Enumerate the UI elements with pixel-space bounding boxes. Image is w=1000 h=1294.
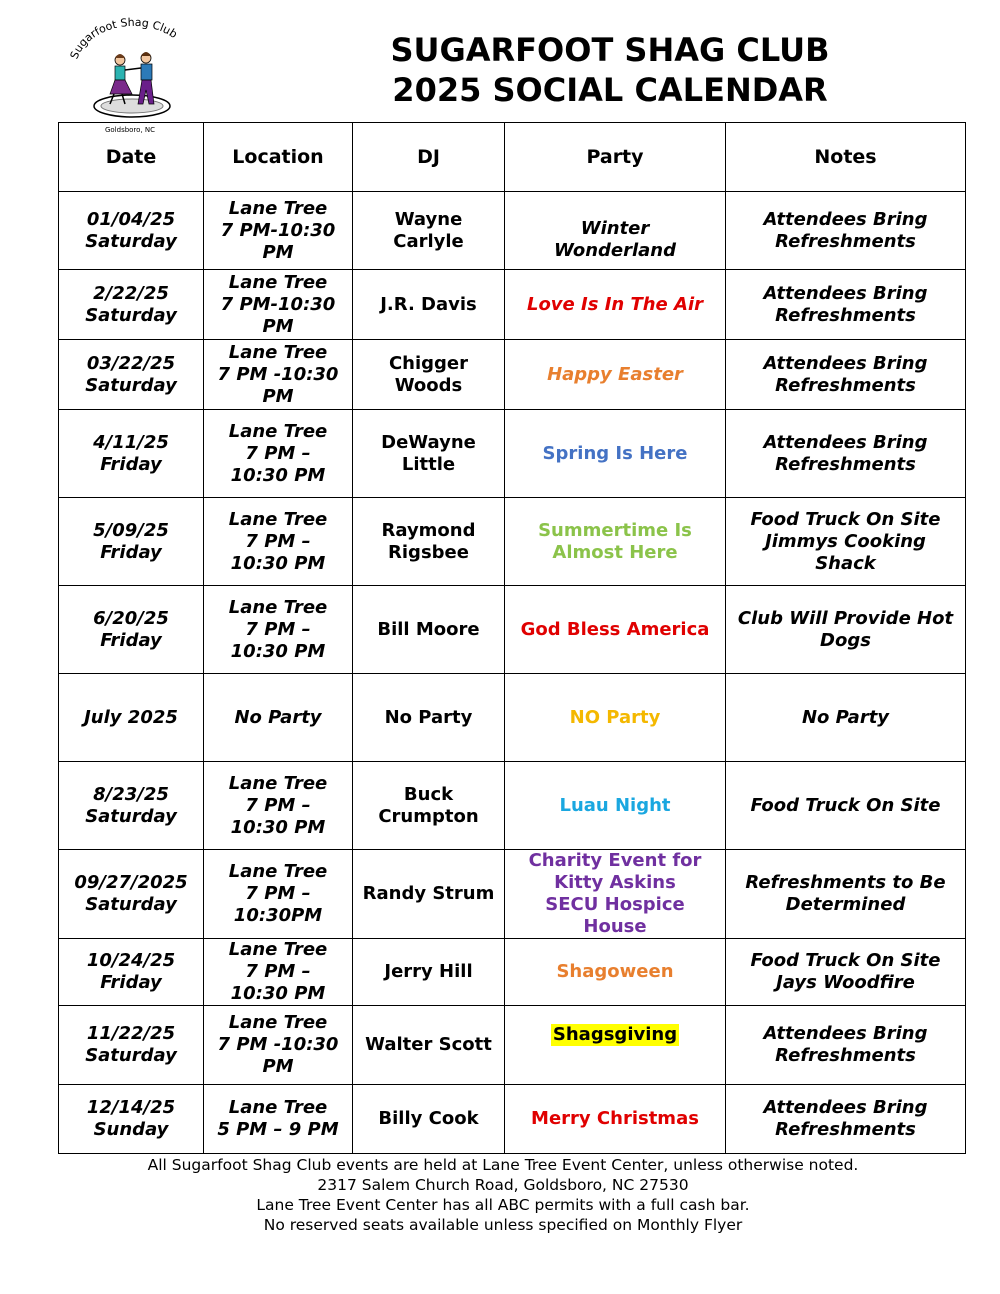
dancers-logo-icon (62, 14, 202, 139)
dj-cell-line: Little (401, 453, 456, 475)
date-cell-line: Saturday (85, 805, 177, 827)
header-dj: DJ (353, 123, 505, 192)
party-cell-line: Happy Easter (547, 363, 683, 385)
dj-cell (353, 340, 505, 410)
page-title (300, 30, 920, 110)
header-notes: Notes (726, 123, 966, 192)
dj-cell-line: Carlyle (393, 230, 464, 252)
table-row (59, 674, 966, 762)
location-cell (204, 270, 353, 340)
notes-cell (726, 939, 966, 1006)
header-party: Party (505, 123, 726, 192)
dj-cell-line: Raymond (381, 519, 476, 541)
dj-cell (353, 410, 505, 498)
date-cell (59, 192, 204, 270)
date-cell (59, 1006, 204, 1085)
notes-cell (726, 340, 966, 410)
notes-cell-line: Refreshments (775, 1119, 916, 1140)
table-row (59, 340, 966, 410)
location-cell-line: 7 PM-10:30 (220, 219, 336, 241)
date-cell (59, 850, 204, 939)
location-cell-line: Lane Tree (228, 939, 328, 960)
table-row (59, 850, 966, 939)
dj-cell-line: DeWayne (381, 431, 476, 453)
table-row (59, 586, 966, 674)
date-cell-line: 2/22/25 (93, 282, 169, 304)
header-location: Location (204, 123, 353, 192)
location-cell-line: 7 PM – (245, 961, 311, 982)
title-line-1: SUGARFOOT SHAG CLUB (390, 31, 830, 69)
dj-cell-line: J.R. Davis (380, 293, 477, 315)
party-cell-line: God Bless America (520, 618, 710, 640)
party-cell (505, 410, 726, 498)
location-cell-line: Lane Tree (228, 772, 328, 794)
logo-location: Goldsboro, NC (104, 126, 156, 134)
dj-cell (353, 192, 505, 270)
dj-cell-line: Wayne (394, 208, 463, 230)
table-row (59, 270, 966, 340)
notes-cell (726, 270, 966, 340)
dj-cell-line: No Party (384, 706, 473, 728)
date-cell-line: 5/09/25 (93, 519, 169, 541)
notes-cell-line: Attendees Bring (763, 352, 928, 374)
date-cell-line: 01/04/25 (86, 208, 176, 230)
location-cell-line: 10:30 PM (230, 552, 326, 574)
date-cell-line: Saturday (85, 1045, 177, 1066)
party-cell-line: Wonderland (553, 239, 677, 261)
notes-cell-line: No Party (801, 706, 890, 728)
location-cell (204, 1085, 353, 1154)
party-cell-line: Love Is In The Air (526, 293, 704, 315)
date-cell (59, 1085, 204, 1154)
dj-cell (353, 586, 505, 674)
table-row (59, 498, 966, 586)
party-cell-line: Shagsgiving (552, 1024, 678, 1045)
dj-cell-line: Walter Scott (365, 1034, 492, 1055)
footer-line-1: All Sugarfoot Shag Club events are held at Lane Tree Event Center, unless otherwise noted. (147, 1156, 859, 1174)
notes-cell-line: Food Truck On Site (750, 794, 941, 816)
party-cell-line: NO Party (569, 706, 661, 728)
club-logo (62, 14, 202, 139)
party-cell-line: Almost Here (552, 541, 678, 563)
dj-cell (353, 762, 505, 850)
date-cell-line: Saturday (85, 230, 177, 252)
party-cell-line: Shagoween (556, 961, 674, 982)
notes-cell-line: Refreshments (775, 304, 916, 326)
table-header-row (59, 123, 966, 192)
location-cell (204, 586, 353, 674)
notes-cell-line: Refreshments to Be (745, 872, 946, 893)
date-cell-line: 4/11/25 (93, 431, 169, 453)
party-cell-line: Luau Night (559, 794, 671, 816)
dj-cell-line: Randy Strum (362, 883, 495, 904)
notes-cell-line: Jays Woodfire (776, 972, 915, 993)
dj-cell-line: Chigger (388, 352, 469, 374)
party-cell-line: Kitty Askins (554, 872, 676, 893)
dj-cell (353, 1006, 505, 1085)
party-cell-line: Spring Is Here (542, 442, 688, 464)
notes-cell-line: Food Truck On Site (750, 508, 941, 530)
location-cell-line: Lane Tree (228, 271, 328, 293)
date-cell (59, 939, 204, 1006)
dj-cell (353, 498, 505, 586)
date-cell-line: 11/22/25 (86, 1023, 176, 1044)
table-row (59, 1085, 966, 1154)
date-cell-line: 12/14/25 (86, 1097, 176, 1118)
location-cell-line: No Party (234, 706, 322, 728)
party-cell-line: Merry Christmas (531, 1108, 699, 1129)
party-cell (505, 586, 726, 674)
logo-arc-text: Sugarfoot Shag Club (67, 15, 180, 61)
location-cell-line: PM (262, 1056, 294, 1077)
notes-cell (726, 1006, 966, 1085)
party-cell (505, 192, 726, 270)
location-cell (204, 674, 353, 762)
location-cell-line: 7 PM – (245, 530, 311, 552)
date-cell-line: Friday (100, 972, 162, 993)
date-cell-line: 03/22/25 (86, 352, 176, 374)
party-cell-line: Summertime Is (538, 519, 692, 541)
location-cell (204, 498, 353, 586)
notes-cell (726, 192, 966, 270)
notes-cell (726, 410, 966, 498)
location-cell-line: Lane Tree (228, 197, 328, 219)
dj-cell (353, 270, 505, 340)
date-cell (59, 410, 204, 498)
notes-cell (726, 498, 966, 586)
location-cell-line: Lane Tree (228, 341, 328, 363)
location-cell (204, 850, 353, 939)
party-cell (505, 498, 726, 586)
party-cell (505, 674, 726, 762)
date-cell-line: 8/23/25 (93, 783, 169, 805)
notes-cell-line: Attendees Bring (763, 208, 928, 230)
table-row (59, 762, 966, 850)
table-row (59, 1006, 966, 1085)
location-cell (204, 762, 353, 850)
notes-cell (726, 1085, 966, 1154)
location-cell-line: 7 PM -10:30 (217, 363, 339, 385)
location-cell-line: Lane Tree (228, 596, 328, 618)
dj-cell (353, 674, 505, 762)
notes-cell-line: Club Will Provide Hot (737, 607, 954, 629)
notes-cell-line: Refreshments (775, 230, 916, 252)
location-cell (204, 1006, 353, 1085)
notes-cell-line: Refreshments (775, 374, 916, 396)
footer-notes (58, 1155, 948, 1235)
location-cell-line: PM (262, 241, 294, 263)
party-cell (505, 1006, 726, 1085)
location-cell-line: 7 PM – (245, 442, 311, 464)
party-cell (505, 1085, 726, 1154)
title-line-2: 2025 SOCIAL CALENDAR (392, 71, 828, 109)
date-cell (59, 340, 204, 410)
notes-cell (726, 850, 966, 939)
party-cell (505, 939, 726, 1006)
notes-cell-line: Jimmys Cooking (765, 530, 926, 552)
party-cell (505, 270, 726, 340)
dj-cell-line: Buck (403, 783, 454, 805)
dj-cell-line: Bill Moore (377, 618, 480, 640)
dj-cell-line: Crumpton (378, 805, 479, 827)
date-cell-line: July 2025 (84, 706, 178, 728)
date-cell-line: Saturday (85, 304, 177, 326)
location-cell-line: 10:30 PM (230, 816, 326, 838)
party-cell-line: Charity Event for (528, 850, 702, 871)
party-cell-line: House (583, 916, 647, 937)
location-cell (204, 340, 353, 410)
dj-cell (353, 1085, 505, 1154)
notes-cell-line: Attendees Bring (763, 282, 928, 304)
date-cell (59, 270, 204, 340)
dj-cell-line: Rigsbee (388, 541, 469, 563)
date-cell-line: Friday (100, 629, 162, 651)
location-cell-line: 7 PM – (245, 794, 311, 816)
location-cell (204, 939, 353, 1006)
notes-cell-line: Dogs (820, 629, 871, 651)
location-cell-line: Lane Tree (228, 1097, 328, 1118)
header-date: Date (59, 123, 204, 192)
table-row (59, 410, 966, 498)
notes-cell (726, 762, 966, 850)
date-cell (59, 762, 204, 850)
party-cell-line: SECU Hospice (545, 894, 685, 915)
location-cell-line: 10:30 PM (230, 640, 326, 662)
notes-cell (726, 586, 966, 674)
notes-cell-line: Attendees Bring (763, 431, 928, 453)
date-cell-line: Saturday (85, 374, 177, 396)
date-cell-line: Sunday (93, 1119, 169, 1140)
notes-cell-line: Shack (815, 552, 876, 574)
date-cell (59, 498, 204, 586)
date-cell-line: Friday (100, 541, 162, 563)
table-row (59, 192, 966, 270)
date-cell-line: 10/24/25 (86, 950, 176, 971)
footer-line-2: 2317 Salem Church Road, Goldsboro, NC 27530 (317, 1176, 689, 1194)
location-cell-line: 7 PM – (245, 883, 311, 904)
date-cell (59, 674, 204, 762)
location-cell (204, 192, 353, 270)
location-cell-line: 7 PM – (245, 618, 311, 640)
location-cell-line: PM (262, 315, 294, 337)
location-cell-line: 10:30 PM (230, 983, 326, 1004)
date-cell-line: 09/27/2025 (74, 872, 188, 893)
dj-cell (353, 850, 505, 939)
party-cell (505, 850, 726, 939)
party-cell (505, 340, 726, 410)
location-cell (204, 410, 353, 498)
date-cell (59, 586, 204, 674)
party-cell-line: Winter (580, 217, 650, 239)
table-row (59, 939, 966, 1006)
social-calendar-table (58, 122, 966, 1154)
dj-cell-line: Jerry Hill (384, 961, 473, 982)
location-cell-line: Lane Tree (228, 1012, 328, 1033)
party-cell (505, 762, 726, 850)
notes-cell-line: Attendees Bring (763, 1097, 928, 1118)
location-cell-line: 7 PM -10:30 (217, 1034, 339, 1055)
location-cell-line: Lane Tree (228, 420, 328, 442)
notes-cell-line: Refreshments (775, 1045, 916, 1066)
svg-text:Sugarfoot Shag Club (68, 16, 180, 61)
date-cell-line: 6/20/25 (93, 607, 169, 629)
location-cell-line: Lane Tree (228, 861, 328, 882)
dj-cell (353, 939, 505, 1006)
notes-cell-line: Determined (785, 894, 906, 915)
location-cell-line: PM (262, 385, 294, 407)
footer-line-3: Lane Tree Event Center has all ABC permits with a full cash bar. (256, 1196, 750, 1214)
date-cell-line: Saturday (85, 894, 177, 915)
location-cell-line: 7 PM-10:30 (220, 293, 336, 315)
dj-cell-line: Billy Cook (378, 1108, 479, 1129)
location-cell-line: Lane Tree (228, 508, 328, 530)
location-cell-line: 10:30 PM (230, 464, 326, 486)
notes-cell-line: Food Truck On Site (750, 950, 941, 971)
dj-cell-line: Woods (394, 374, 463, 396)
location-cell-line: 10:30PM (233, 905, 323, 926)
location-cell-line: 5 PM – 9 PM (217, 1119, 339, 1140)
notes-cell-line: Refreshments (775, 453, 916, 475)
notes-cell (726, 674, 966, 762)
date-cell-line: Friday (100, 453, 162, 475)
footer-line-4: No reserved seats available unless specified on Monthly Flyer (263, 1216, 743, 1234)
notes-cell-line: Attendees Bring (763, 1023, 928, 1044)
